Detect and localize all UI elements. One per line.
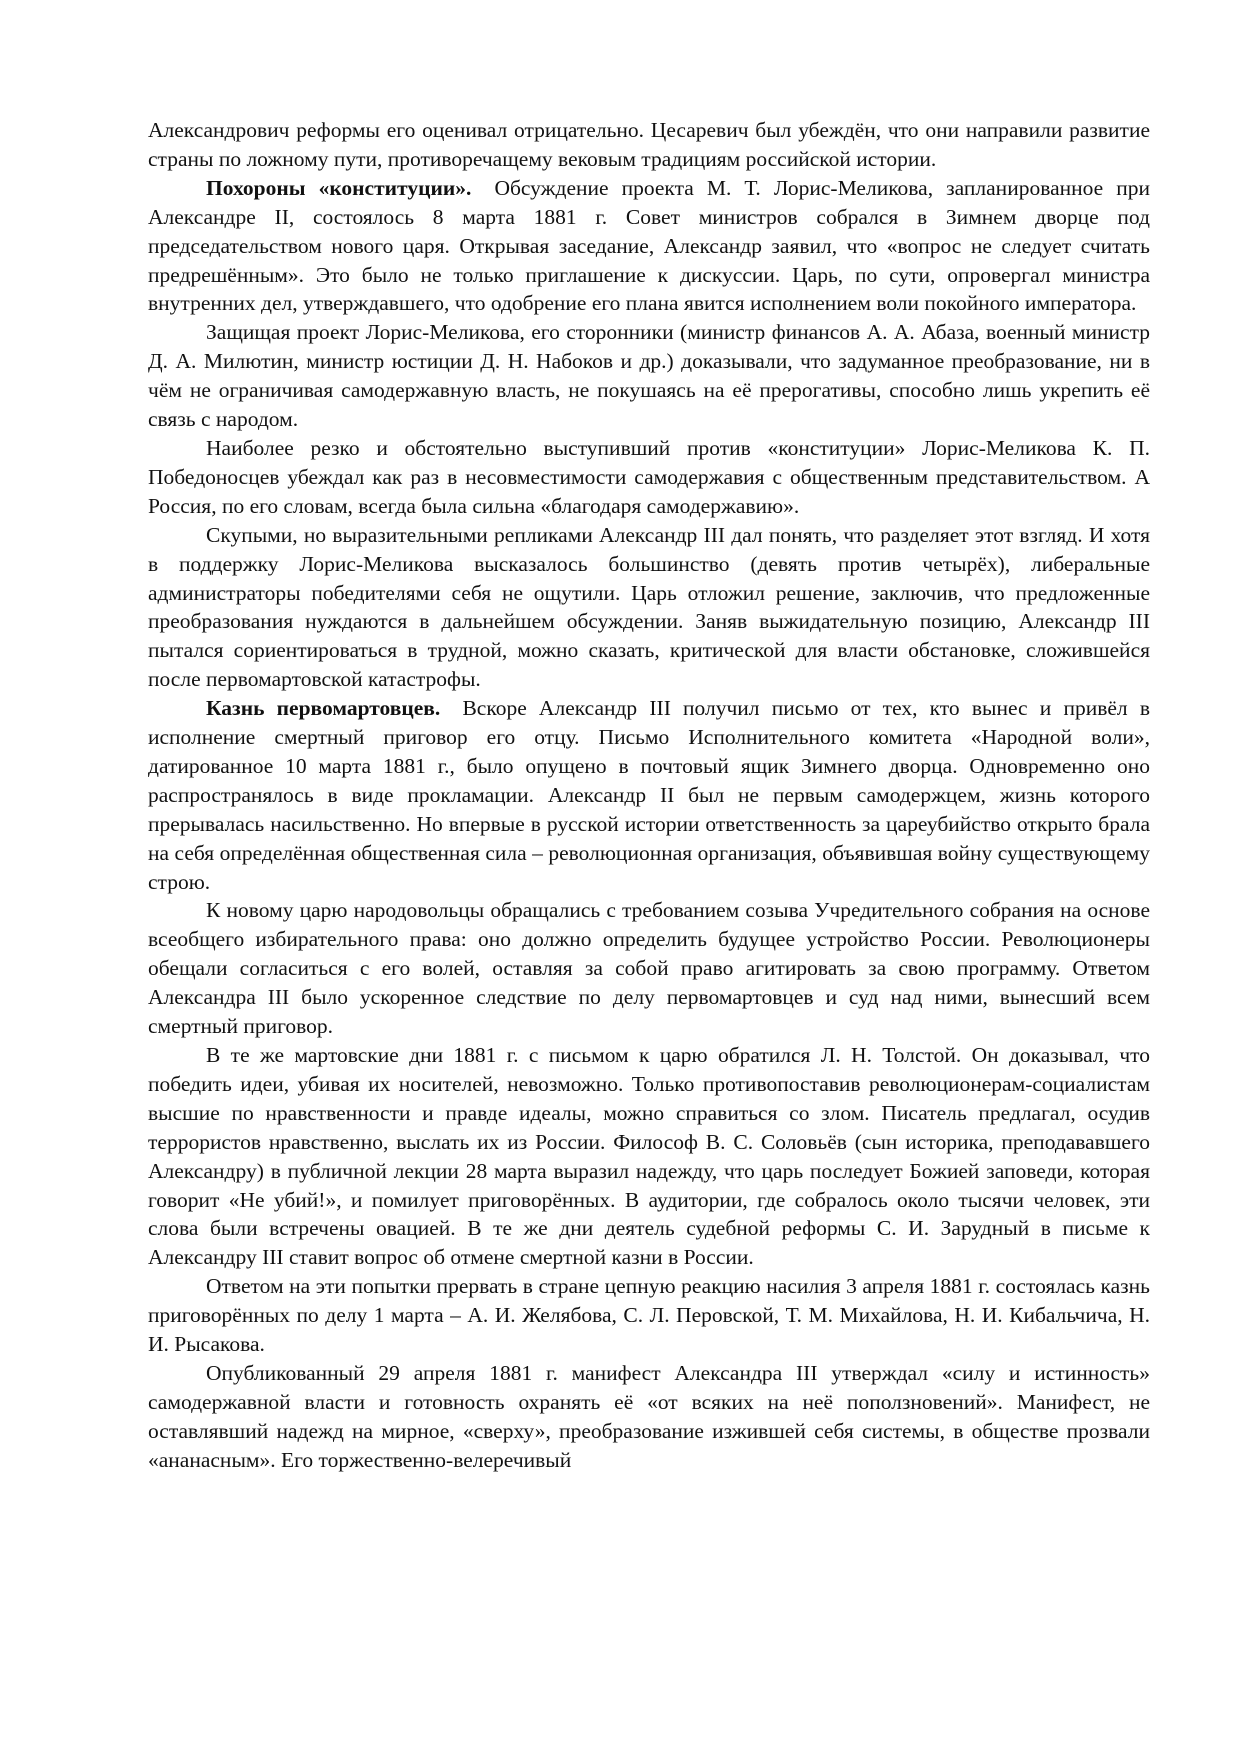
document-page — [148, 116, 1150, 1475]
paragraph — [148, 1359, 1150, 1475]
paragraph-text: В те же мартовские дни 1881 г. с письмом к царю обратился Л. Н. Толстой. Он доказывал, что победить идеи, убивая их носителей, невозможно. Только противопоставив революционерам-социалистам высшие по нравственности и правде идеалы, можно справиться со злом. Писатель предлагал, осудив террористов нравственно, выслать их из России. Философ В. С. Соловьёв (сын историка, преподававшего Александру) в публичной лекции 28 марта выразил надежду, что царь последует Божией заповеди, которая говорит «Не убий!», и помилует приговорённых. В аудитории, где собралось около тысячи человек, эти слова были встречены овацией. В те же дни деятель судебной реформы С. И. Зарудный в письме к Александру III ставит вопрос об отмене смертной казни в России. — [148, 1043, 1150, 1270]
paragraph — [148, 1272, 1150, 1359]
paragraph-text: Александрович реформы его оценивал отрицательно. Цесаревич был убеждён, что они направили развитие страны по ложному пути, противоречащему вековым традициям российской истории. — [148, 118, 1150, 171]
paragraph — [148, 521, 1150, 694]
paragraph-text: Вскоре Александр III получил письмо от тех, кто вынес и привёл в исполнение смертный приговор его отцу. Письмо Исполнительного комитета «Народной воли», датированное 10 марта 1881 г., было опущено в почтовый ящик Зимнего дворца. Одновременно оно распространялось в виде прокламации. Александр II был не первым самодержцем, жизнь которого прерывалась насильственно. Но впервые в русской истории ответственность за цареубийство открыто брала на себя определённая общественная сила – революционная организация, объявившая войну существующему строю. — [148, 696, 1150, 894]
paragraph — [148, 694, 1150, 896]
paragraph-text: Опубликованный 29 апреля 1881 г. манифест Александра III утверждал «силу и истинность» самодержавной власти и готовность охранять её «от всяких на неё поползновений». Манифест, не оставлявший надежд на мирное, «сверху», преобразование изжившей себя системы, в обществе прозвали «ананасным». Его торжественно-велеречивый — [148, 1360, 1150, 1472]
paragraph-text: К новому царю народовольцы обращались с требованием созыва Учредительного собрания на основе всеобщего избирательного права: оно должно определить будущее устройство России. Революционеры обещали согласиться с его волей, оставляя за собой право агитировать за свою программу. Ответом Александра III было ускоренное следствие по делу первомартовцев и суд над ними, вынесший всем смертный приговор. — [148, 898, 1150, 1039]
paragraph — [148, 1041, 1150, 1272]
paragraph-text: Наиболее резко и обстоятельно выступивший против «конституции» Лорис-Меликова К. П. Победоносцев убеждал как раз в несовместимости самодержавия с общественным представительством. А Россия, по его словам, всегда была сильна «благодаря самодержавию». — [148, 435, 1150, 518]
paragraph-text: Ответом на эти попытки прервать в стране цепную реакцию насилия 3 апреля 1881 г. состоялась казнь приговорённых по делу 1 марта – А. И. Желябова, С. Л. Перовской, Т. М. Михайлова, Н. И. Кибальчича, Н. И. Рысакова. — [148, 1274, 1150, 1357]
paragraph — [148, 896, 1150, 1041]
paragraph — [148, 318, 1150, 434]
section-heading: Казнь первомартовцев. — [206, 696, 441, 721]
paragraph — [148, 174, 1150, 319]
section-heading: Похороны «конституции». — [206, 175, 472, 200]
paragraph — [148, 434, 1150, 521]
paragraph — [148, 116, 1150, 174]
paragraph-text: Защищая проект Лорис-Меликова, его сторонники (министр финансов А. А. Абаза, военный министр Д. А. Милютин, министр юстиции Д. Н. Набоков и др.) доказывали, что задуманное преобразование, ни в чём не ограничивая самодержавную власть, не покушаясь на её прерогативы, способно лишь укрепить её связь с народом. — [148, 320, 1150, 432]
paragraph-text: Скупыми, но выразительными репликами Александр III дал понять, что разделяет этот взгляд. И хотя в поддержку Лорис-Меликова высказалось большинство (девять против четырёх), либеральные администраторы победителями себя не ощутили. Царь отложил решение, заключив, что предложенные преобразования нуждаются в дальнейшем обсуждении. Заняв выжидательную позицию, Александр III пытался сориентироваться в трудной, можно сказать, критической для власти обстановке, сложившейся после первомартовской катастрофы. — [148, 522, 1150, 692]
paragraph-text: Обсуждение проекта М. Т. Лорис-Меликова, запланированное при Александре II, состоялось 8 марта 1881 г. Совет министров собрался в Зимнем дворце под председательством нового царя. Открывая заседание, Александр заявил, что «вопрос не следует считать предрешённым». Это было не только приглашение к дискуссии. Царь, по сути, опровергал министра внутренних дел, утверждавшего, что одобрение его плана явится исполнением воли покойного императора. — [148, 175, 1151, 316]
